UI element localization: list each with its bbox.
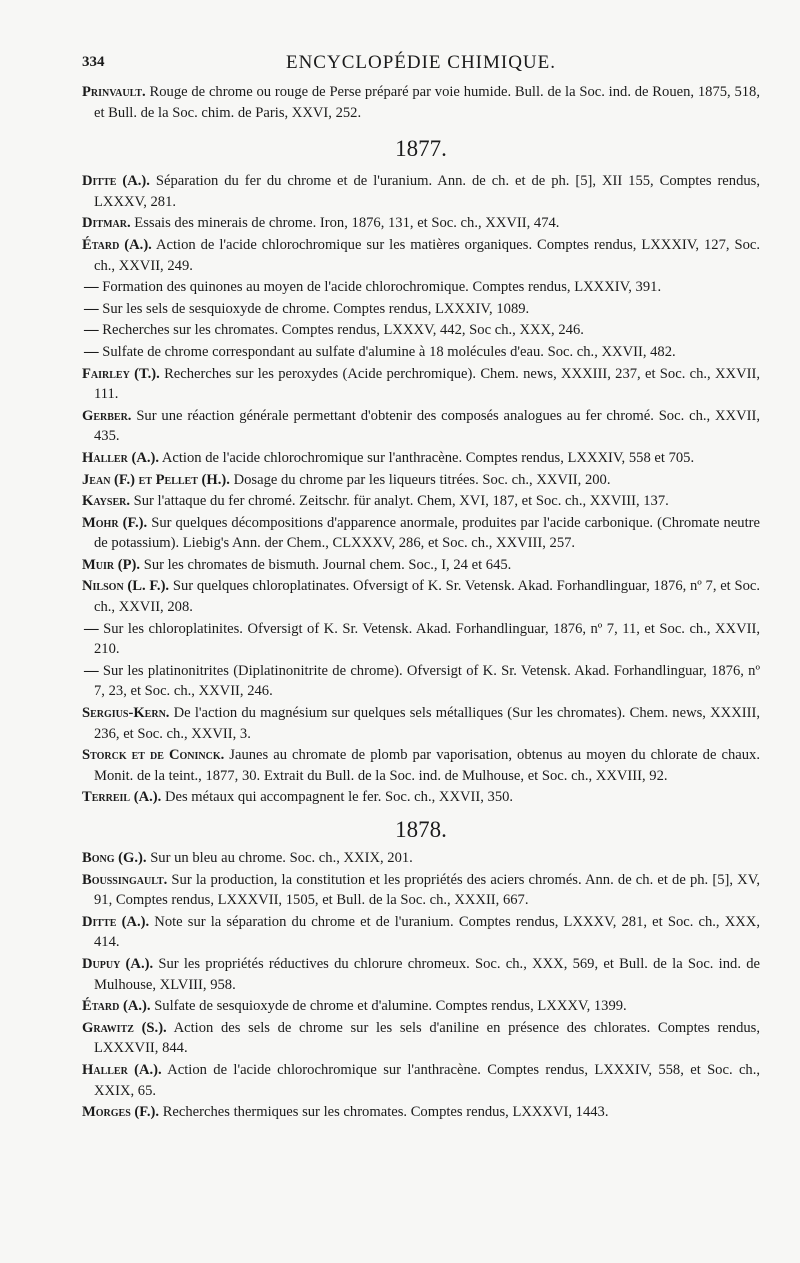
- entry-author: Jean (F.) et Pellet (H.).: [82, 471, 230, 488]
- entry-text: De l'action du magnésium sur quelques sels métalliques (Sur les chromates). Chem. news, XXXIII, 236, et Soc. ch., XXVII, 3.: [94, 705, 760, 742]
- header-title: ENCYCLOPÉDIE CHIMIQUE.: [285, 52, 557, 73]
- entry-author: Ditte (A.).: [82, 913, 150, 930]
- bibliography-content: [82, 82, 760, 1124]
- entry-author: Morges (F.).: [82, 1104, 160, 1121]
- entry-text: Sulfate de sesquioxyde de chrome et d'alumine. Comptes rendus, LXXXV, 1399.: [154, 998, 627, 1015]
- entry-text: Recherches sur les chromates. Comptes rendus, LXXXV, 442, Soc ch., XXX, 246.: [102, 322, 584, 339]
- entry-text: Rouge de chrome ou rouge de Perse préparé par voie humide. Bull. de la Soc. ind. de Rouen, 1875, 518, et Bull. de la Soc. chim. de Paris, XXVI, 252.: [94, 84, 761, 121]
- entry-text: Note sur la séparation du chrome et de l'uranium. Comptes rendus, LXXXV, 281, et Soc. ch., XXX, 414.: [94, 913, 760, 951]
- entry-text: Séparation du fer du chrome et de l'uranium. Ann. de ch. et de ph. [5], XII 155, Comptes rendus, LXXXV, 281.: [94, 173, 760, 210]
- bibliography-entry: [82, 299, 760, 320]
- entry-text: Jaunes au chromate de plomb par vaporisation, obtenus au moyen du chlorate de chaux. Monit. de la teint., 1877, 30. Extrait du Bull. de la Soc. ind. de Mulhouse, et Soc. ch., XXVIII, 92.: [94, 747, 760, 784]
- entry-dash: —: [84, 662, 99, 679]
- entry-text: Sur l'attaque du fer chromé. Zeitschr. für analyt. Chem, XVI, 187, et Soc. ch., XXVIII, 137.: [133, 493, 669, 510]
- bibliography-entry: [82, 745, 760, 786]
- entry-author: Terreil (A.).: [82, 789, 162, 806]
- bibliography-entry: [82, 364, 760, 405]
- entry-text: Action des sels de chrome sur les sels d'aniline en présence des chlorates. Comptes rendus, LXXXVII, 844.: [94, 1019, 761, 1057]
- bibliography-entry: [82, 996, 760, 1017]
- entry-text: Des métaux qui accompagnent le fer. Soc. ch., XXVII, 350.: [164, 789, 514, 806]
- entry-author: Bong (G.).: [82, 850, 147, 866]
- bibliography-entry: [82, 491, 760, 512]
- bibliography-entry: [82, 171, 760, 212]
- bibliography-entry: [82, 661, 760, 702]
- entry-text: Essais des minerais de chrome. Iron, 1876, 131, et Soc. ch., XXVII, 474.: [134, 215, 560, 232]
- entry-text: Action de l'acide chlorochromique sur l'anthracène. Comptes rendus, LXXXIV, 558, et Soc. ch., XXIX, 65.: [94, 1061, 761, 1099]
- entry-text: Sur les platinonitrites (Diplatinonitrite de chrome). Ofversigt of K. Sr. Vetensk. Akad. Forhandlinguar, 1876, nº 7, 23, et Soc. ch., XXVII, 246.: [94, 662, 760, 700]
- bibliography-entry: [82, 1060, 760, 1101]
- entry-text: Formation des quinones au moyen de l'acide chlorochromique. Comptes rendus, LXXXIV, 391.: [102, 279, 662, 296]
- entry-author: Fairley (T.).: [82, 365, 160, 382]
- entry-text: Dosage du chrome par les liqueurs titrées. Soc. ch., XXVII, 200.: [233, 471, 611, 488]
- entry-author: Kayser.: [82, 493, 130, 510]
- entry-author: Storck et de Coninck.: [82, 747, 225, 764]
- bibliography-entry: [82, 342, 760, 363]
- entry-text: Sur les sels de sesquioxyde de chrome. Comptes rendus, LXXXIV, 1089.: [102, 300, 530, 317]
- entry-text: Sur quelques chloroplatinates. Ofversigt of K. Sr. Vetensk. Akad. Forhandlinguar, 1876, nº 7, et Soc. ch., XXVII, 208.: [94, 578, 761, 616]
- entry-text: Recherches thermiques sur les chromates. Comptes rendus, LXXXVI, 1443.: [162, 1104, 609, 1121]
- entry-author: Sergius-Kern.: [82, 705, 170, 722]
- entry-author: Prinvault.: [82, 84, 146, 100]
- bibliography-entry: [82, 1018, 760, 1059]
- bibliography-entry: [82, 1102, 760, 1123]
- bibliography-entry: [82, 213, 760, 234]
- entry-dash: —: [84, 343, 99, 360]
- bibliography-entry: [82, 277, 760, 298]
- entry-author: Nilson (L. F.).: [82, 578, 170, 595]
- entry-author: Ditmar.: [82, 215, 131, 232]
- entry-author: Gerber.: [82, 407, 132, 424]
- entry-author: Dupuy (A.).: [82, 955, 154, 972]
- year-heading: 1877.: [395, 136, 447, 162]
- bibliography-entry: [82, 406, 760, 447]
- entry-author: Grawitz (S.).: [82, 1019, 167, 1036]
- entry-dash: —: [84, 300, 99, 317]
- entry-text: Sur quelques décompositions d'apparence anormale, produites par l'acide carbonique. (Chromate neutre de potassium). Liebig's Ann. der Chem., CLXXXV, 286, et Soc. ch., XXVIII, 257.: [94, 514, 760, 552]
- entry-author: Haller (A.).: [82, 1061, 162, 1078]
- entry-text: Action de l'acide chlorochromique sur les matières organiques. Comptes rendus, LXXXIV, 127, Soc. ch., XXVII, 249.: [94, 236, 761, 274]
- entry-dash: —: [84, 322, 99, 339]
- year-heading: 1878.: [395, 817, 447, 842]
- bibliography-entry: [82, 320, 760, 341]
- entry-text: Sur les chloroplatinites. Ofversigt of K. Sr. Vetensk. Akad. Forhandlinguar, 1876, nº 7, 11, et Soc. ch., XXVII, 210.: [94, 620, 760, 658]
- entry-dash: —: [84, 279, 99, 296]
- entry-text: Action de l'acide chlorochromique sur l'anthracène. Comptes rendus, LXXXIV, 558 et 705.: [161, 449, 695, 466]
- bibliography-entry: [82, 870, 760, 911]
- entry-text: Recherches sur les peroxydes (Acide perchromique). Chem. news, XXXIII, 237, et Soc. ch., XXVII, 111.: [94, 365, 760, 403]
- bibliography-entry: [82, 82, 760, 123]
- entry-text: Sur un bleu au chrome. Soc. ch., XXIX, 201.: [150, 850, 413, 866]
- bibliography-entry: [82, 470, 760, 491]
- bibliography-entry: [82, 848, 760, 869]
- bibliography-entry: [82, 513, 760, 554]
- bibliography-entry: [82, 703, 760, 744]
- entry-author: Muir (P).: [82, 556, 141, 573]
- entry-author: Ditte (A.).: [82, 173, 150, 190]
- entry-text: Sur les chromates de bismuth. Journal chem. Soc., I, 24 et 645.: [143, 556, 512, 573]
- bibliography-entry: [82, 912, 760, 953]
- bibliography-entry: [82, 555, 760, 576]
- entry-dash: —: [84, 620, 99, 637]
- running-head: [82, 52, 760, 78]
- entry-text: Sulfate de chrome correspondant au sulfate d'alumine à 18 molécules d'eau. Soc. ch., XXVII, 482.: [102, 343, 676, 360]
- entry-text: Sur les propriétés réductives du chlorure chromeux. Soc. ch., XXX, 569, et Bull. de la Soc. ind. de Mulhouse, XLVIII, 958.: [94, 955, 760, 993]
- bibliography-entry: [82, 448, 760, 469]
- bibliography-entry: [82, 576, 760, 617]
- bibliography-entry: [82, 954, 760, 995]
- bibliography-entry: [82, 619, 760, 660]
- entry-text: Sur une réaction générale permettant d'obtenir des composés analogues au fer chromé. Soc. ch., XXVII, 435.: [94, 407, 760, 445]
- entry-author: Mohr (F.).: [82, 514, 148, 531]
- entry-author: Boussingault.: [82, 871, 168, 888]
- bibliography-entry: [82, 235, 760, 276]
- bibliography-entry: [82, 787, 760, 808]
- entry-text: Sur la production, la constitution et les propriétés des aciers chromés. Ann. de ch. et de ph. [5], XV, 91, Comptes rendus, LXXXVII, 1505, et Bull. de la Soc. ch., XXXII, 667.: [94, 871, 760, 909]
- page-number: 334: [82, 54, 105, 70]
- entry-author: Haller (A.).: [82, 449, 160, 466]
- entry-author: Étard (A.).: [82, 236, 152, 253]
- entry-author: Étard (A.).: [82, 998, 151, 1015]
